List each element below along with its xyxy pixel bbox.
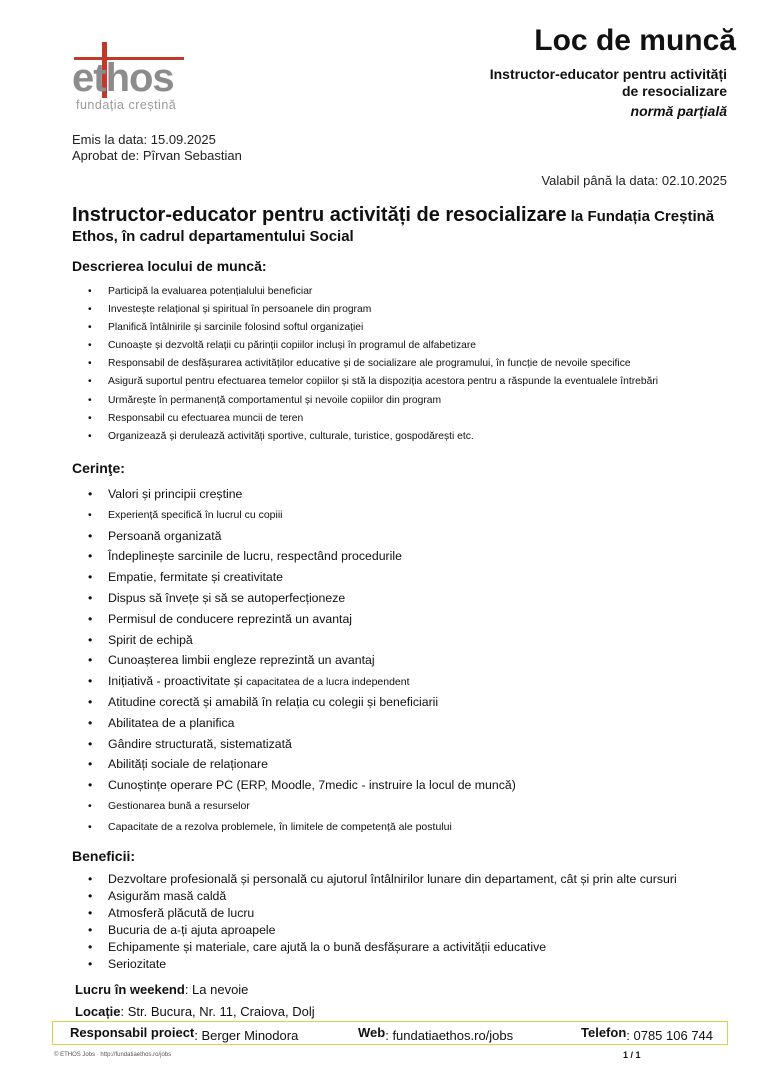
list-item: • Asigurăm masă caldă — [88, 888, 677, 905]
list-item: • Seriozitate — [88, 956, 677, 973]
location — [75, 1004, 315, 1019]
phone — [581, 1025, 714, 1043]
list-item: • Atmosferă plăcută de lucru — [88, 905, 677, 922]
list-item — [88, 671, 516, 692]
list-item: • Asigură suportul pentru efectuarea temelor copiilor și stă la dispoziția acestora pentru a răspunde la eventualele întrebări — [88, 373, 658, 391]
weekend-work — [75, 982, 248, 997]
phone-label: Telefon — [581, 1025, 627, 1040]
project-manager-value: : Berger Minodora — [194, 1028, 299, 1043]
list-item: • Atitudine corectă și amabilă în relația cu colegii și beneficiarii — [88, 692, 516, 713]
list-item: • Organizează și derulează activități sportive, culturale, turistice, gospodărești etc. — [88, 428, 658, 446]
list-item: • Echipamente și materiale, care ajută la o bună desfășurare a activității educative — [88, 939, 677, 956]
footer-source: © ETHOS Jobs · http://fundatiaethos.ro/jobs — [54, 1052, 172, 1058]
website-value: : fundatiaethos.ro/jobs — [385, 1028, 514, 1043]
location-label: Locație — [75, 1004, 121, 1019]
list-item: • Dispus să învețe și să se autoperfecționeze — [88, 588, 516, 609]
project-manager-label: Responsabil proiect — [70, 1025, 195, 1040]
issued-date: Emis la data: 15.09.2025 — [72, 132, 216, 147]
contact-bar — [52, 1021, 728, 1045]
document-type: Loc de muncă — [534, 24, 736, 57]
list-item: • Cunoaște și dezvoltă relații cu părinții copiilor incluși în programul de alfabetizare — [88, 337, 658, 355]
list-item: • Îndeplinește sarcinile de lucru, respectând procedurile — [88, 546, 516, 567]
description-heading: Descrierea locului de muncă: — [72, 258, 267, 274]
website[interactable] — [358, 1025, 514, 1043]
list-item-text: Inițiativă - proactivitate și — [108, 674, 247, 689]
title-main: Instructor-educator pentru activități de resocializare — [72, 204, 567, 226]
list-item: • Permisul de conducere reprezintă un avantaj — [88, 609, 516, 630]
list-item: • Gândire structurată, sistematizată — [88, 734, 516, 755]
list-item: • Cunoștințe operare PC (ERP, Moodle, 7medic - instruire la locul de muncă) — [88, 775, 516, 796]
weekend-value: : La nevoie — [184, 982, 249, 997]
requirements-list — [88, 484, 516, 838]
work-norm: normă parțială — [630, 103, 727, 119]
header-job-title — [407, 66, 727, 100]
ethos-logo — [70, 42, 195, 114]
approved-by: Aprobat de: Pîrvan Sebastian — [72, 148, 242, 163]
page-title — [72, 205, 732, 247]
list-item: • Urmărește în permanență comportamentul și nevoile copiilor din program — [88, 392, 658, 410]
description-list — [88, 283, 658, 446]
list-item-tail: capacitatea de a lucra independent — [246, 676, 410, 689]
list-item: • Cunoașterea limbii engleze reprezintă un avantaj — [88, 650, 516, 671]
phone-value: : 0785 106 744 — [626, 1028, 714, 1043]
location-value: : Str. Bucura, Nr. 11, Craiova, Dolj — [120, 1004, 315, 1019]
list-item: • Planifică întâlnirile și sarcinile folosind softul organizației — [88, 319, 658, 337]
page-number: 1 / 1 — [623, 1050, 641, 1060]
list-item: • Responsabil cu efectuarea muncii de teren — [88, 410, 658, 428]
list-item: • Responsabil de desfășurarea activităților educative și de socializare ale programului, în funcție de nevoile specifice — [88, 355, 658, 373]
list-item: • Persoană organizată — [88, 526, 516, 547]
benefits-heading: Beneficii: — [72, 848, 136, 864]
list-item: • Spirit de echipă — [88, 630, 516, 651]
list-item: • Investește relațional și spiritual în persoanele din program — [88, 301, 658, 319]
header-title-line2: de resocializare — [621, 83, 727, 99]
project-manager — [70, 1025, 299, 1043]
benefits-list — [88, 871, 677, 973]
requirements-heading: Cerinţe: — [72, 460, 125, 476]
list-item: • Abilitatea de a planifica — [88, 713, 516, 734]
list-item: • Participă la evaluarea potențialului beneficiar — [88, 283, 658, 301]
valid-until: Valabil până la data: 02.10.2025 — [541, 173, 727, 188]
list-item: • Empatie, fermitate și creativitate — [88, 567, 516, 588]
header-title-line1: Instructor-educator pentru activități — [489, 66, 727, 82]
list-item: • Capacitate de a rezolva problemele, în limitele de competență ale postului — [88, 817, 516, 838]
list-item: • Experiență specifică în lucrul cu copiii — [88, 505, 516, 526]
list-item: • Abilități sociale de relaționare — [88, 754, 516, 775]
list-item: • Dezvoltare profesională și personală cu ajutorul întâlnirilor lunare din departament, cât și prin alte cursuri — [88, 871, 677, 888]
list-item: • Gestionarea bună a resurselor — [88, 796, 516, 817]
document-meta — [72, 132, 242, 164]
list-item: • Valori și principii creștine — [88, 484, 516, 505]
logo-subtitle: fundația creștină — [76, 98, 177, 112]
title-rest: la Fundația Creștină Ethos, în cadrul departamentului Social — [72, 208, 715, 245]
weekend-label: Lucru în weekend — [75, 982, 185, 997]
logo-word: ethos — [72, 56, 174, 100]
website-label: Web — [358, 1025, 386, 1040]
list-item: • Bucuria de a-ți ajuta aproapele — [88, 922, 677, 939]
